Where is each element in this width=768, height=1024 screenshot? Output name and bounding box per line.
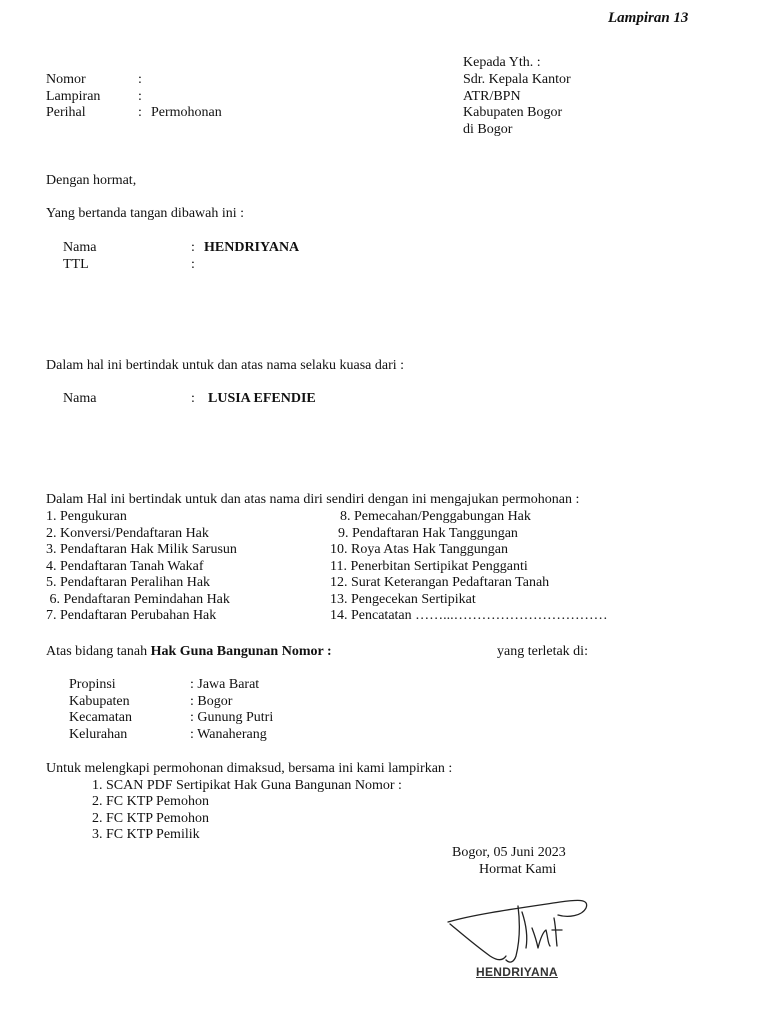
attachment-item: 2. FC KTP Pemohon [92,811,209,826]
service-item: 10. Roya Atas Hak Tanggungan [330,542,509,557]
undersigned-intro: Yang bertanda tangan dibawah ini : [46,206,245,221]
service-item: 1. Pengukuran [46,509,127,524]
applicant-ttl-colon: : [191,257,195,272]
location-label: Kabupaten [69,694,130,709]
applicant-ttl-label: TTL [63,257,89,272]
attachment-label: Lampiran 13 [608,10,689,26]
location-label: Kelurahan [69,727,128,742]
greeting: Dengan hormat, [46,173,137,188]
location-label: Propinsi [69,677,116,692]
service-item: 13. Pengecekan Sertipikat [330,592,476,607]
service-item: 2. Konversi/Pendaftaran Hak [46,526,209,541]
signature-image [440,888,600,968]
service-item: 6. Pendaftaran Pemindahan Hak [46,592,230,607]
addressee-line: Kepada Yth. : [463,55,541,70]
attachments-intro: Untuk melengkapi permohonan dimaksud, bersama ini kami lampirkan : [46,761,453,776]
attachment-item: 3. FC KTP Pemilik [92,827,200,842]
land-prefix: Atas bidang tanah [46,644,151,659]
service-item: 12. Surat Keterangan Pedaftaran Tanah [330,575,550,590]
location-value: : Gunung Putri [190,710,274,725]
perihal-value: Permohonan [151,105,222,120]
perihal-label: Perihal [46,105,86,120]
place-date: Bogor, 05 Juni 2023 [452,845,566,860]
regards: Hormat Kami [479,862,557,877]
land-line [46,644,332,661]
nomor-colon: : [138,72,142,87]
service-item: 14. Pencatatan ……...…………………………… [330,608,608,623]
attachment-item: 2. FC KTP Pemohon [92,794,209,809]
service-item: 4. Pendaftaran Tanah Wakaf [46,559,204,574]
applicant-name-colon: : [191,240,195,255]
principal-name-colon: : [191,391,195,406]
proxy-intro: Dalam hal ini bertindak untuk dan atas nama selaku kuasa dari : [46,358,405,373]
applicant-name-value: HENDRIYANA [204,240,300,255]
addressee-line: ATR/BPN [463,89,521,104]
service-item: 9. Pendaftaran Hak Tanggungan [338,526,518,541]
lampiran-colon: : [138,89,142,104]
lampiran-label: Lampiran [46,89,101,104]
applicant-name-label: Nama [63,240,97,255]
perihal-colon: : [138,105,142,120]
land-suffix: yang terletak di: [497,644,588,659]
service-item: 3. Pendaftaran Hak Milik Sarusun [46,542,237,557]
principal-name-label: Nama [63,391,97,406]
location-value: : Wanaherang [190,727,267,742]
signer-name: HENDRIYANA [476,965,558,979]
principal-name-value: LUSIA EFENDIE [208,391,316,406]
addressee-line: Sdr. Kepala Kantor [463,72,571,87]
location-label: Kecamatan [69,710,132,725]
nomor-label: Nomor [46,72,86,87]
request-intro: Dalam Hal ini bertindak untuk dan atas nama diri sendiri dengan ini mengajukan permohonan : [46,492,580,507]
addressee-line: Kabupaten Bogor [463,105,563,120]
service-item: 5. Pendaftaran Peralihan Hak [46,575,211,590]
location-value: : Bogor [190,694,233,709]
attachment-item: 1. SCAN PDF Sertipikat Hak Guna Bangunan Nomor : [92,778,402,793]
service-item: 11. Penerbitan Sertipikat Pengganti [330,559,528,574]
service-item: 7. Pendaftaran Perubahan Hak [46,608,217,623]
location-value: : Jawa Barat [190,677,260,692]
addressee-line: di Bogor [463,122,513,137]
land-title: Hak Guna Bangunan Nomor : [150,644,332,659]
service-item: 8. Pemecahan/Penggabungan Hak [340,509,531,524]
